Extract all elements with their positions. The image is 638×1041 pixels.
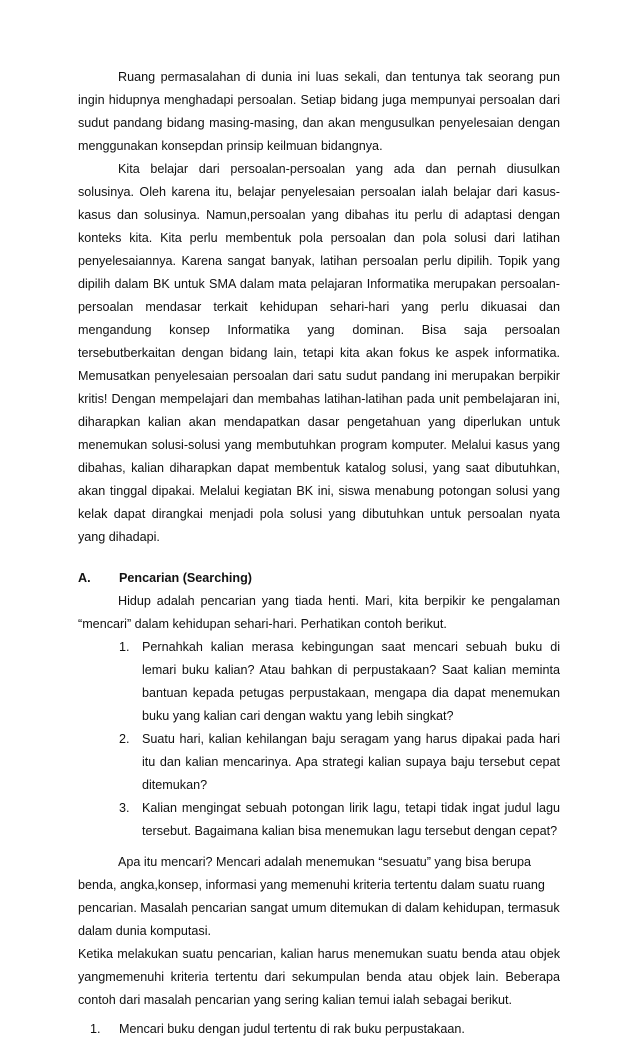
section-letter: A. xyxy=(78,571,91,585)
section-gap xyxy=(78,549,560,567)
list-text: Mencari buku dengan judul tertentu di rak buku perpustakaan. xyxy=(119,1022,465,1036)
list-text: Suatu hari, kalian kehilangan baju seragam yang harus dipakai pada hari itu dan kalian mencarinya. Apa strategi kalian supaya baju tersebut cepat ditemukan? xyxy=(142,732,560,792)
list-item xyxy=(90,1018,560,1041)
list-item xyxy=(119,636,560,728)
question-list xyxy=(78,636,560,843)
example-list xyxy=(78,1018,560,1041)
list-number: 1. xyxy=(119,640,130,654)
explanation-paragraph: Ketika melakukan suatu pencarian, kalian harus menemukan suatu benda atau objek yangmemenuhi kriteria tertentu dari sekumpulan benda atau objek lain. Beberapa contoh dari masalah pencarian yang sering kalian temui ialah sebagai berikut. xyxy=(78,947,560,1007)
section-heading xyxy=(78,567,560,590)
intro-paragraph-2: Kita belajar dari persoalan-persoalan yang ada dan pernah diusulkan solusinya. Oleh karena itu, belajar penyelesaian persoalan ialah belajar dari kasus-kasus dan solusinya. Namun,persoalan yang dibahas itu perlu di adaptasi dengan konteks kita. Kita perlu membentuk pola persoalan dan pola solusi dari latihan penyelesaiannya. Karena sangat banyak, latihan persoalan perlu dipilih. Topik yang dipilih dalam BK untuk SMA dalam mata pelajaran Informatika merupakan persoalan-persoalan mendasar terkait kehidupan sehari-hari yang perlu dikuasai dan mengandung konsep Informatika yang dominan. Bisa saja persoalan tersebutberkaitan dengan bidang lain, tetapi kita akan fokus ke aspek informatika. Memusatkan penyelesaian persoalan dari satu sudut pandang ini merupakan berpikir kritis! Dengan mempelajari dan membahas latihan-latihan pada unit pembelajaran ini, diharapkan kalian akan mendapatkan dasar pengetahuan yang diperlukan untuk menemukan solusi-solusi yang membutuhkan program komputer. Melalui kasus yang dibahas, kalian diharapkan dapat membentuk katalog solusi, yang saat dibutuhkan, akan tinggal dipakai. Melalui kegiatan BK ini, siswa menabung potongan solusi yang kelak dapat dirangkai menjadi pola solusi yang dibutuhkan untuk persoalan nyata yang dihadapi. xyxy=(78,162,560,544)
list-text: Pernahkah kalian merasa kebingungan saat mencari sebuah buku di lemari buku kalian? Atau bahkan di perpustakaan? Saat kalian meminta bantuan kepada petugas perpustakaan, mengapa dia dapat menemukan buku yang kalian cari dengan waktu yang lebih singkat? xyxy=(142,640,560,723)
intro-paragraph-1: Ruang permasalahan di dunia ini luas sekali, dan tentunya tak seorang pun ingin hidupnya menghadapi persoalan. Setiap bidang juga mempunyai persoalan dari sudut pandang bidang masing-masing, dan akan mengusulkan penyelesaian dengan menggunakan konsepdan prinsip keilmuan bidangnya. xyxy=(78,70,560,153)
list-item xyxy=(119,797,560,843)
list-number: 1. xyxy=(90,1022,101,1036)
list-text: Kalian mengingat sebuah potongan lirik lagu, tetapi tidak ingat judul lagu tersebut. Bagaimana kalian bisa menemukan lagu tersebut dengan cepat? xyxy=(142,801,560,838)
definition-paragraph: Apa itu mencari? Mencari adalah menemukan “sesuatu” yang bisa berupa benda, angka,konsep, informasi yang memenuhi kriteria tertentu dalam suatu ruang pencarian. Masalah pencarian sangat umum ditemukan di dalam kehidupan, termasuk dalam dunia komputasi. xyxy=(78,855,560,938)
list-number: 3. xyxy=(119,801,130,815)
list-number: 2. xyxy=(119,732,130,746)
list-item xyxy=(119,728,560,797)
section-lead-paragraph: Hidup adalah pencarian yang tiada henti. Mari, kita berpikir ke pengalaman “mencari” dalam kehidupan sehari-hari. Perhatikan contoh berikut. xyxy=(78,594,560,631)
list-gap xyxy=(78,843,560,851)
section-title: Pencarian (Searching) xyxy=(119,571,252,585)
